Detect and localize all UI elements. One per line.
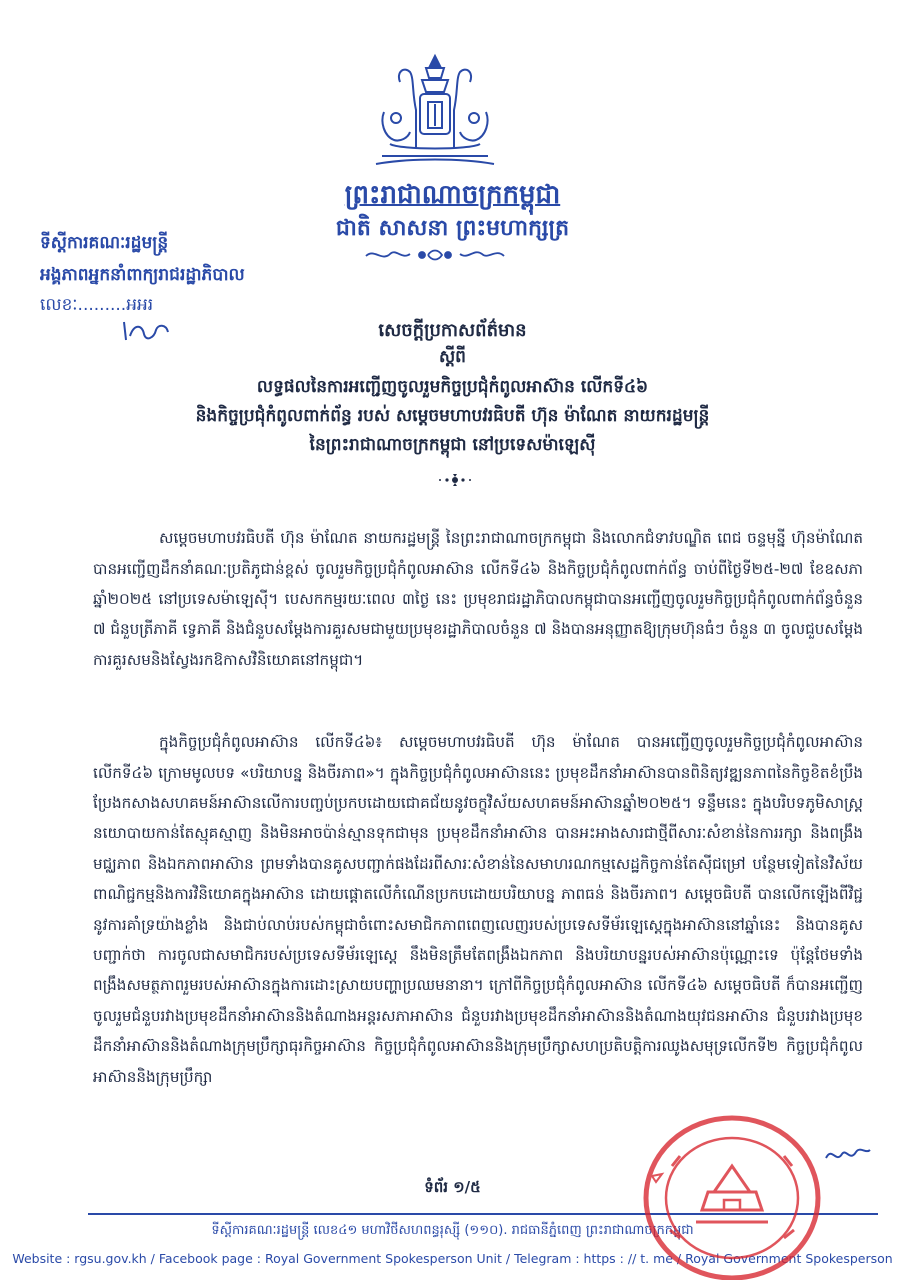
unit-name: អង្គភាពអ្នកនាំពាក្យរាជរដ្ឋាភិបាល — [40, 265, 245, 285]
title-on: ស្តីពី — [439, 347, 466, 367]
title-line-3: នៃព្រះរាជាណាចក្រកម្ពុជា នៅប្រទេសម៉ាឡេស៊ី — [309, 435, 596, 455]
handwritten-signature — [822, 1140, 872, 1168]
body-paragraph-1: សម្តេចមហាបវរធិបតី ហ៊ុន ម៉ាណែត នាយករដ្ឋមន្ត្រី នៃព្រះរាជាណាចក្រកម្ពុជា និងលោកជំទាវបណ្ឌិត ពេជ ចន្ទមុន្នី ហ៊ុនម៉ាណែត បានអញ្ជើញដឹកនាំគណៈប្រតិភូជាន់ខ្ពស់ ចូលរួមកិច្ចប្រជុំកំពូលអាស៊ាន លើកទី៤៦ និងកិច្ចប្រជុំកំពូលពាក់ព័ន្ធ ចាប់ពីថ្ងៃទី២៥-២៧ ខែឧសភា ឆ្នាំ២០២៥ នៅប្រទេសម៉ាឡេស៊ី។ បេសកកម្មរយៈពេល ៣ថ្ងៃ នេះ ប្រមុខរាជរដ្ឋាភិបាលកម្ពុជាបានអញ្ជើញចូលរួមកិច្ចប្រជុំកំពូលពាក់ព័ន្ធចំនួន ៧ ជំនួបត្រីភាគី ទេ្វភាគី និងជំនួបសម្តែងការគួរសមជាមួយប្រមុខរដ្ឋាភិបាលចំនួន ៧ និងបានអនុញ្ញាតឱ្យក្រុមហ៊ុនធំៗ ចំនួន ៣ ចូលជួបសម្តែងការគួរសមនិងស្វែងរកឱកាសវិនិយោគនៅកម្ពុជា។ — [93, 529, 863, 669]
page-number: ទំព័រ ១/៥ — [424, 1178, 481, 1196]
reference-number: លេខៈ.........អអរ — [40, 295, 154, 315]
official-seal-stamp — [632, 1106, 822, 1280]
office-name: ទីស្ដីការគណៈរដ្ឋមន្ត្រី — [40, 233, 169, 253]
title-line-1: លទ្ធផលនៃការអញ្ជើញចូលរួមកិច្ចប្រជុំកំពូលអាស៊ាន លើកទី៤៦ — [256, 377, 649, 397]
title-line-2: និងកិច្ចប្រជុំកំពូលពាក់ព័ន្ធ របស់ សម្តេចមហាបវរធិបតី ហ៊ុន ម៉ាណែត នាយករដ្ឋមន្ត្រី — [195, 406, 710, 426]
title-divider-ornament-icon — [435, 472, 475, 488]
document-type-title: សេចក្តីប្រកាសព័ត៌មាន — [378, 320, 527, 341]
kingdom-name: ព្រះរាជាណាចក្រកម្ពុជា — [344, 180, 561, 210]
decorative-ornament-icon — [360, 246, 510, 264]
footer-contact-links: Website : rgsu.gov.kh / Facebook page : Royal Government Spokesperson Unit / Telegram : https : // t. me / Royal Government Spokesperson — [12, 1251, 893, 1266]
body-paragraph-2: ក្នុងកិច្ចប្រជុំកំពូលអាស៊ាន លើកទី៤៦៖ សម្តេចមហាបវរធិបតី ហ៊ុន ម៉ាណែត បានអញ្ជើញចូលរួមកិច្ចប្រជុំកំពូលអាស៊ាន លើកទី៤៦ ក្រោមមូលបទ «បរិយាបន្ន និងចីរភាព»។ ក្នុងកិច្ចប្រជុំកំពូលអាស៊ាននេះ ប្រមុខដឹកនាំអាស៊ានបានពិនិត្យវឌ្ឍនភាពនៃកិច្ចខិតខំប្រឹងប្រែងកសាងសហគមន៍អាស៊ានលើការបញ្ចប់ប្រកបដោយជោគជ័យនូវចក្ខុវិស័យសហគមន៍អាស៊ានឆ្នាំ២០២៥។ ទន្ទឹមនេះ ក្នុងបរិបទភូមិសាស្ត្រនយោបាយកាន់តែស្មុគស្មាញ និងមិនអាចប៉ាន់ស្មានទុកជាមុន ប្រមុខដឹកនាំអាស៊ាន បានអះអាងសារជាថ្មីពីសារៈសំខាន់នៃការរក្សា និងពង្រឹងមជ្ឈភាព និងឯកភាពអាស៊ាន ព្រមទាំងបានគូសបញ្ជាក់ផងដែរពីសារៈសំខាន់នៃសមាហរណកម្មសេដ្ឋកិច្ចកាន់តែស៊ីជម្រៅ បន្ថែមទៀតនៃវិស័យពាណិជ្ជកម្មនិងការវិនិយោគក្នុងអាស៊ាន ដោយផ្តោតលើកំណើនប្រកបដោយបរិយាបន្ន ភាពធន់ និងចីរភាព។ សម្តេចធិបតី បានលើកឡើងពីវិជ្ជនូវការគាំទ្រយ៉ាងខ្លាំង និងជាប់លាប់របស់កម្ពុជាចំពោះសមាជិកភាពពេញលេញរបស់ប្រទេសទីម័រឡេស្តេក្នុងអាស៊ាននៅឆ្នាំនេះ និងបានគូសបញ្ជាក់ថា ការចូលជាសមាជិករបស់ប្រទេសទីម័រឡេស្តេ នឹងមិនត្រឹមតែពង្រឹងឯកភាព និងបរិយាបន្នរបស់អាស៊ានប៉ុណ្ណោះទេ ប៉ុន្តែថែមទាំងពង្រឹងសមត្ថភាពរួមរបស់អាស៊ានក្នុងការដោះស្រាយបញ្ហាប្រឈមនានា។ ក្រៅពីកិច្ចប្រជុំកំពូលអាស៊ាន លើកទី៤៦ សម្តេចធិបតី ក៏បានអញ្ជើញចូលរួមជំនួបរវាងប្រមុខដឹកនាំអាស៊ាននិងតំណាងអន្តរសភាអាស៊ាន ជំនួបរវាងប្រមុខដឹកនាំអាស៊ាននិងតំណាងយុវជនអាស៊ាន ជំនួបរវាងប្រមុខដឹកនាំអាស៊ាននិងតំណាងក្រុមប្រឹក្សាធុរកិច្ចអាស៊ាន កិច្ចប្រជុំកំពូលអាស៊ាននិងក្រុមប្រឹក្សាសហប្រតិបត្តិការឈូងសមុទ្រលើកទី២ កិច្ចប្រជុំកំពូលអាស៊ាននិងក្រុមប្រឹក្សា — [93, 733, 863, 1086]
national-motto: ជាតិ សាសនា ព្រះមហាក្សត្រ — [335, 216, 570, 241]
footer-address: ទីស្តីការគណៈរដ្ឋមន្ត្រី លេខ៤១ មហាវិថីសហពន្ធរុស្ស៊ី (១១០). រាជធានីភ្នំពេញ ព្រះរាជាណាចក្រកម្ពុជា — [211, 1223, 694, 1238]
royal-coat-of-arms-emblem — [370, 52, 500, 172]
